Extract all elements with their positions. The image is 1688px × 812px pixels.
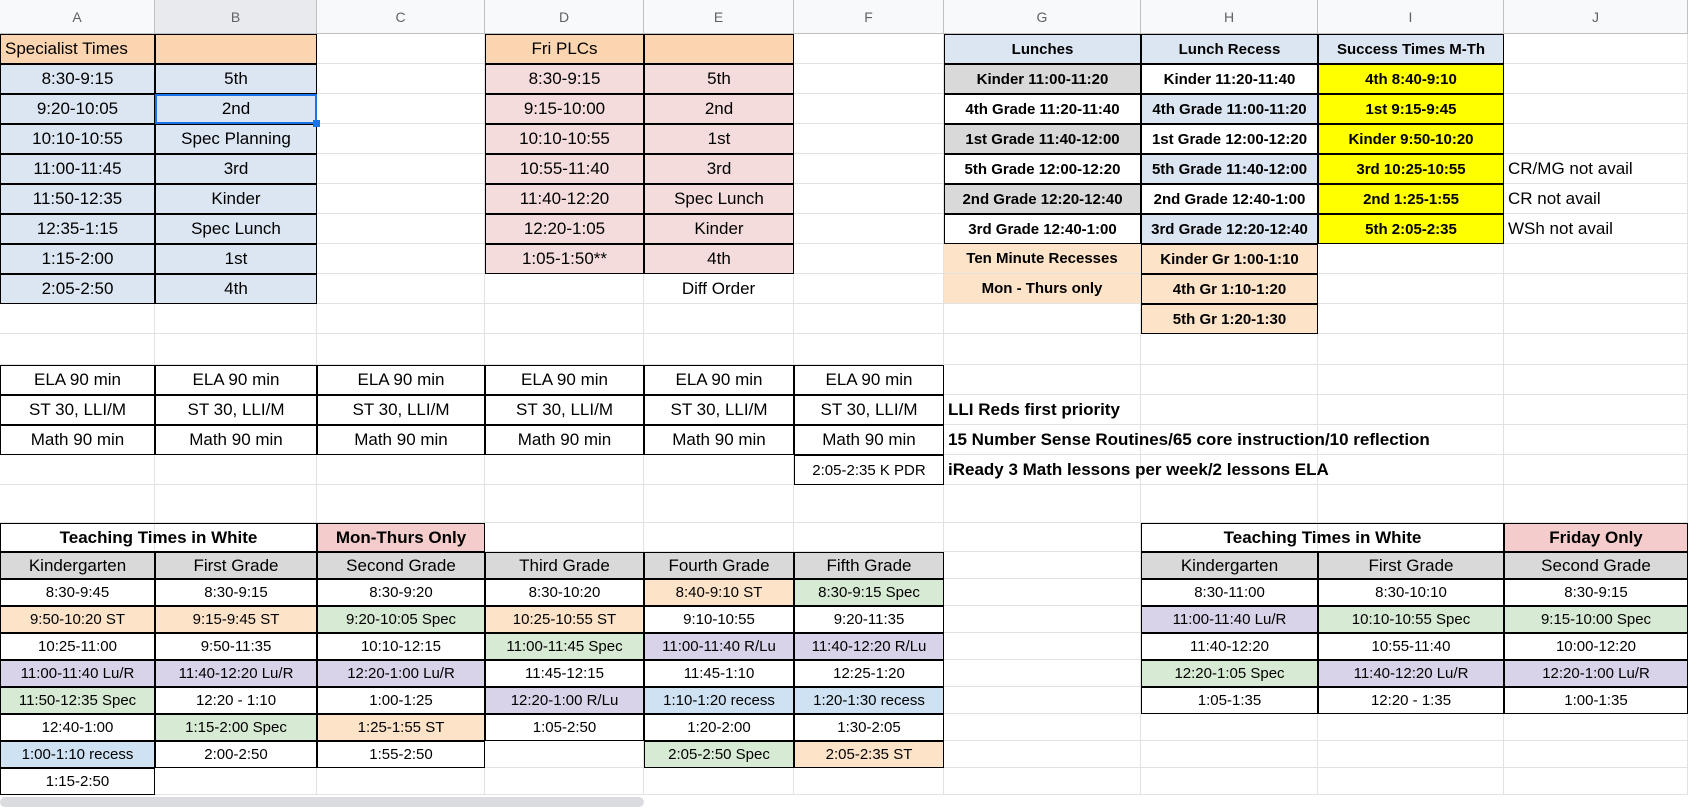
schedule-cell[interactable]: 9:20-11:35 <box>794 606 944 633</box>
empty-cell[interactable] <box>944 768 1141 795</box>
plc-time[interactable]: 10:55-11:40 <box>485 154 644 184</box>
empty-cell[interactable] <box>485 741 644 768</box>
empty-cell[interactable] <box>1318 334 1504 365</box>
lunch-slot[interactable]: 3rd Grade 12:40-1:00 <box>944 214 1141 244</box>
mon-thurs-tag[interactable]: Mon-Thurs Only <box>317 523 485 552</box>
empty-cell[interactable] <box>644 455 794 485</box>
empty-cell[interactable] <box>944 579 1141 606</box>
empty-cell[interactable] <box>1141 714 1318 741</box>
empty-cell[interactable] <box>1318 365 1504 395</box>
schedule-cell[interactable]: 2:05-2:50 Spec <box>644 741 794 768</box>
schedule-cell[interactable]: 2:00-2:50 <box>155 741 317 768</box>
schedule-cell[interactable]: 8:30-10:20 <box>485 579 644 606</box>
empty-cell[interactable] <box>1504 244 1688 274</box>
empty-cell[interactable] <box>1141 741 1318 768</box>
grade-header[interactable]: Fourth Grade <box>644 552 794 579</box>
specialist-time[interactable]: 1:15-2:00 <box>0 244 155 274</box>
empty-cell[interactable] <box>155 304 317 334</box>
plc-time[interactable]: 11:40-12:20 <box>485 184 644 214</box>
math-block[interactable]: Math 90 min <box>155 425 317 455</box>
grade-header[interactable]: Fifth Grade <box>794 552 944 579</box>
success-slot[interactable]: 5th 2:05-2:35 <box>1318 214 1504 244</box>
schedule-cell[interactable]: 1:05-2:50 <box>485 714 644 741</box>
empty-cell[interactable] <box>794 304 944 334</box>
math-block[interactable]: Math 90 min <box>0 425 155 455</box>
schedule-cell[interactable]: 1:25-1:55 ST <box>317 714 485 741</box>
specialist-title[interactable]: Specialist Times <box>0 34 155 64</box>
empty-cell[interactable] <box>944 660 1141 687</box>
lunch-recess-title[interactable]: Lunch Recess <box>1141 34 1318 64</box>
schedule-cell[interactable]: 8:30-9:15 Spec <box>794 579 944 606</box>
empty-cell[interactable] <box>1504 124 1688 154</box>
schedule-cell[interactable]: 12:40-1:00 <box>0 714 155 741</box>
plc-grade[interactable]: Kinder <box>644 214 794 244</box>
lunch-recess-slot[interactable]: Kinder Gr 1:00-1:10 <box>1141 244 1318 274</box>
priority-note[interactable]: iReady 3 Math lessons per week/2 lessons ELA <box>944 455 1644 485</box>
friday-tag[interactable]: Friday Only <box>1504 523 1688 552</box>
lunches-title[interactable]: Lunches <box>944 34 1141 64</box>
success-slot[interactable]: 3rd 10:25-10:55 <box>1318 154 1504 184</box>
empty-cell[interactable] <box>644 523 794 552</box>
math-block[interactable]: Math 90 min <box>794 425 944 455</box>
plc-title-blank[interactable] <box>644 34 794 64</box>
ela-block[interactable]: ELA 90 min <box>0 365 155 395</box>
availability-note[interactable]: WSh not avail <box>1504 214 1688 244</box>
empty-cell[interactable] <box>317 184 485 214</box>
grade-header[interactable]: Second Grade <box>317 552 485 579</box>
empty-cell[interactable] <box>794 214 944 244</box>
empty-cell[interactable] <box>485 304 644 334</box>
empty-cell[interactable] <box>644 485 794 523</box>
schedule-cell[interactable]: 1:00-1:25 <box>317 687 485 714</box>
plc-time[interactable]: 10:10-10:55 <box>485 124 644 154</box>
column-header-d[interactable]: D <box>485 0 644 34</box>
empty-cell[interactable] <box>1318 304 1504 334</box>
empty-cell[interactable] <box>794 34 944 64</box>
friday-schedule-cell[interactable]: 11:40-12:20 <box>1141 633 1318 660</box>
specialist-time[interactable]: 12:35-1:15 <box>0 214 155 244</box>
empty-cell[interactable] <box>0 334 155 365</box>
empty-cell[interactable] <box>0 485 155 523</box>
schedule-cell[interactable]: 8:30-9:45 <box>0 579 155 606</box>
empty-cell[interactable] <box>1504 304 1688 334</box>
empty-cell[interactable] <box>944 485 1141 523</box>
empty-cell[interactable] <box>794 334 944 365</box>
friday-schedule-cell[interactable]: 8:30-10:10 <box>1318 579 1504 606</box>
grade-header[interactable]: Third Grade <box>485 552 644 579</box>
grade-header[interactable]: First Grade <box>1318 552 1504 579</box>
empty-cell[interactable] <box>944 304 1141 334</box>
friday-schedule-cell[interactable]: 10:55-11:40 <box>1318 633 1504 660</box>
empty-cell[interactable] <box>1141 334 1318 365</box>
specialist-grade[interactable]: 3rd <box>155 154 317 184</box>
schedule-cell[interactable]: 11:45-1:10 <box>644 660 794 687</box>
column-header-c[interactable]: C <box>317 0 485 34</box>
ela-block[interactable]: ELA 90 min <box>485 365 644 395</box>
empty-cell[interactable] <box>644 334 794 365</box>
empty-cell[interactable] <box>794 154 944 184</box>
plc-grade[interactable]: 3rd <box>644 154 794 184</box>
empty-cell[interactable] <box>944 606 1141 633</box>
teaching-title[interactable]: Teaching Times in White <box>0 523 317 552</box>
column-header-i[interactable]: I <box>1318 0 1504 34</box>
lunch-slot[interactable]: 2nd Grade 12:20-12:40 <box>944 184 1141 214</box>
empty-cell[interactable] <box>1504 94 1688 124</box>
plc-grade[interactable]: 5th <box>644 64 794 94</box>
lunch-recess-slot[interactable]: Kinder 11:20-11:40 <box>1141 64 1318 94</box>
friday-schedule-cell[interactable]: 12:20-1:05 Spec <box>1141 660 1318 687</box>
empty-cell[interactable] <box>1318 244 1504 274</box>
priority-note[interactable]: LLI Reds first priority <box>944 395 1644 425</box>
lunch-recess-slot[interactable]: 2nd Grade 12:40-1:00 <box>1141 184 1318 214</box>
friday-schedule-cell[interactable]: 8:30-11:00 <box>1141 579 1318 606</box>
schedule-cell[interactable]: 11:40-12:20 R/Lu <box>794 633 944 660</box>
empty-cell[interactable] <box>794 768 944 795</box>
empty-cell[interactable] <box>1504 741 1688 768</box>
schedule-cell[interactable]: 8:30-9:20 <box>317 579 485 606</box>
friday-schedule-cell[interactable]: 11:00-11:40 Lu/R <box>1141 606 1318 633</box>
plc-time[interactable]: 8:30-9:15 <box>485 64 644 94</box>
empty-cell[interactable] <box>794 124 944 154</box>
st-block[interactable]: ST 30, LLI/M <box>317 395 485 425</box>
empty-cell[interactable] <box>1141 768 1318 795</box>
empty-cell[interactable] <box>485 334 644 365</box>
empty-cell[interactable] <box>944 523 1141 552</box>
empty-cell[interactable] <box>0 455 155 485</box>
specialist-grade[interactable]: Spec Lunch <box>155 214 317 244</box>
empty-cell[interactable] <box>317 455 485 485</box>
empty-cell[interactable] <box>1504 274 1688 304</box>
empty-cell[interactable] <box>794 94 944 124</box>
availability-note[interactable]: CR not avail <box>1504 184 1688 214</box>
empty-cell[interactable] <box>317 64 485 94</box>
friday-schedule-cell[interactable]: 12:20 - 1:35 <box>1318 687 1504 714</box>
empty-cell[interactable] <box>155 485 317 523</box>
ela-block[interactable]: ELA 90 min <box>644 365 794 395</box>
column-header-g[interactable]: G <box>944 0 1141 34</box>
availability-note[interactable]: CR/MG not avail <box>1504 154 1688 184</box>
empty-cell[interactable] <box>794 274 944 304</box>
lunch-recess-slot[interactable]: 4th Grade 11:00-11:20 <box>1141 94 1318 124</box>
ela-block[interactable]: ELA 90 min <box>794 365 944 395</box>
specialist-time[interactable]: 9:20-10:05 <box>0 94 155 124</box>
schedule-cell[interactable]: 1:20-2:00 <box>644 714 794 741</box>
st-block[interactable]: ST 30, LLI/M <box>644 395 794 425</box>
ela-block[interactable]: ELA 90 min <box>155 365 317 395</box>
ela-block[interactable]: ELA 90 min <box>317 365 485 395</box>
priority-note[interactable]: 15 Number Sense Routines/65 core instruction/10 reflection <box>944 425 1644 455</box>
friday-schedule-cell[interactable]: 1:00-1:35 <box>1504 687 1688 714</box>
friday-schedule-cell[interactable]: 11:40-12:20 Lu/R <box>1318 660 1504 687</box>
specialist-time[interactable]: 10:10-10:55 <box>0 124 155 154</box>
schedule-cell[interactable]: 11:50-12:35 Spec <box>0 687 155 714</box>
empty-cell[interactable] <box>944 687 1141 714</box>
empty-cell[interactable] <box>1318 714 1504 741</box>
empty-cell[interactable] <box>944 365 1141 395</box>
lunch-slot[interactable]: 4th Grade 11:20-11:40 <box>944 94 1141 124</box>
plc-note[interactable]: Diff Order <box>644 274 794 304</box>
empty-cell[interactable] <box>644 304 794 334</box>
schedule-cell[interactable]: 8:30-9:15 <box>155 579 317 606</box>
specialist-grade[interactable]: Kinder <box>155 184 317 214</box>
schedule-cell[interactable]: 11:00-11:45 Spec <box>485 633 644 660</box>
plc-time[interactable]: 9:15-10:00 <box>485 94 644 124</box>
empty-cell[interactable] <box>644 768 794 795</box>
grade-header[interactable]: Kindergarten <box>0 552 155 579</box>
empty-cell[interactable] <box>1504 34 1688 64</box>
empty-cell[interactable] <box>794 485 944 523</box>
schedule-cell[interactable]: 9:10-10:55 <box>644 606 794 633</box>
schedule-cell[interactable]: 12:20-1:00 R/Lu <box>485 687 644 714</box>
empty-cell[interactable] <box>317 334 485 365</box>
schedule-cell[interactable]: 11:45-12:15 <box>485 660 644 687</box>
empty-cell[interactable] <box>155 334 317 365</box>
empty-cell[interactable] <box>1141 485 1318 523</box>
schedule-cell[interactable]: 11:00-11:40 R/Lu <box>644 633 794 660</box>
friday-title[interactable]: Teaching Times in White <box>1141 523 1504 552</box>
schedule-cell[interactable]: 11:00-11:40 Lu/R <box>0 660 155 687</box>
schedule-cell[interactable]: 1:15-2:00 Spec <box>155 714 317 741</box>
column-header-h[interactable]: H <box>1141 0 1318 34</box>
empty-cell[interactable] <box>944 334 1141 365</box>
empty-cell[interactable] <box>1504 485 1688 523</box>
plc-time[interactable]: 1:05-1:50** <box>485 244 644 274</box>
empty-cell[interactable] <box>1504 768 1688 795</box>
empty-cell[interactable] <box>155 768 317 795</box>
column-header-e[interactable]: E <box>644 0 794 34</box>
empty-cell[interactable] <box>485 485 644 523</box>
empty-cell[interactable] <box>485 274 644 304</box>
specialist-time[interactable]: 8:30-9:15 <box>0 64 155 94</box>
empty-cell[interactable] <box>317 304 485 334</box>
empty-cell[interactable] <box>794 64 944 94</box>
empty-cell[interactable] <box>317 768 485 795</box>
empty-cell[interactable] <box>794 244 944 274</box>
lunch-recess-slot[interactable]: 5th Gr 1:20-1:30 <box>1141 304 1318 334</box>
specialist-grade[interactable]: 5th <box>155 64 317 94</box>
schedule-cell[interactable]: 1:15-2:50 <box>0 768 155 795</box>
empty-cell[interactable] <box>944 633 1141 660</box>
empty-cell[interactable] <box>1504 714 1688 741</box>
plc-grade[interactable]: Spec Lunch <box>644 184 794 214</box>
schedule-cell[interactable]: 9:50-11:35 <box>155 633 317 660</box>
success-slot[interactable]: 2nd 1:25-1:55 <box>1318 184 1504 214</box>
schedule-cell[interactable]: 1:30-2:05 <box>794 714 944 741</box>
empty-cell[interactable] <box>944 741 1141 768</box>
recess-label[interactable]: Mon - Thurs only <box>944 274 1141 304</box>
friday-schedule-cell[interactable]: 10:10-10:55 Spec <box>1318 606 1504 633</box>
empty-cell[interactable] <box>317 124 485 154</box>
success-title[interactable]: Success Times M-Th <box>1318 34 1504 64</box>
success-slot[interactable]: 4th 8:40-9:10 <box>1318 64 1504 94</box>
specialist-grade[interactable]: 2nd <box>155 94 317 124</box>
schedule-cell[interactable]: 1:55-2:50 <box>317 741 485 768</box>
specialist-grade[interactable]: 4th <box>155 274 317 304</box>
empty-cell[interactable] <box>317 154 485 184</box>
column-header-f[interactable]: F <box>794 0 944 34</box>
lunch-slot[interactable]: 5th Grade 12:00-12:20 <box>944 154 1141 184</box>
specialist-time[interactable]: 11:50-12:35 <box>0 184 155 214</box>
empty-cell[interactable] <box>317 34 485 64</box>
schedule-cell[interactable]: 12:20 - 1:10 <box>155 687 317 714</box>
schedule-cell[interactable]: 10:25-11:00 <box>0 633 155 660</box>
lunch-recess-slot[interactable]: 5th Grade 11:40-12:00 <box>1141 154 1318 184</box>
horizontal-scrollbar[interactable] <box>0 797 644 807</box>
plc-grade[interactable]: 1st <box>644 124 794 154</box>
friday-schedule-cell[interactable]: 9:15-10:00 Spec <box>1504 606 1688 633</box>
st-block[interactable]: ST 30, LLI/M <box>794 395 944 425</box>
empty-cell[interactable] <box>1504 64 1688 94</box>
empty-cell[interactable] <box>1318 768 1504 795</box>
empty-cell[interactable] <box>317 244 485 274</box>
empty-cell[interactable] <box>794 184 944 214</box>
schedule-cell[interactable]: 9:20-10:05 Spec <box>317 606 485 633</box>
empty-cell[interactable] <box>485 768 644 795</box>
empty-cell[interactable] <box>155 455 317 485</box>
empty-cell[interactable] <box>317 214 485 244</box>
math-block[interactable]: Math 90 min <box>317 425 485 455</box>
friday-schedule-cell[interactable]: 8:30-9:15 <box>1504 579 1688 606</box>
selection-fill-handle[interactable] <box>313 120 320 127</box>
success-slot[interactable]: Kinder 9:50-10:20 <box>1318 124 1504 154</box>
schedule-cell[interactable]: 2:05-2:35 ST <box>794 741 944 768</box>
schedule-cell[interactable]: 1:00-1:10 recess <box>0 741 155 768</box>
schedule-cell[interactable]: 11:40-12:20 Lu/R <box>155 660 317 687</box>
math-block[interactable]: Math 90 min <box>644 425 794 455</box>
plc-grade[interactable]: 4th <box>644 244 794 274</box>
empty-cell[interactable] <box>317 274 485 304</box>
empty-cell[interactable] <box>317 485 485 523</box>
empty-cell[interactable] <box>485 523 644 552</box>
specialist-title-blank[interactable] <box>155 34 317 64</box>
empty-cell[interactable] <box>317 94 485 124</box>
grade-header[interactable]: First Grade <box>155 552 317 579</box>
schedule-cell[interactable]: 8:40-9:10 ST <box>644 579 794 606</box>
pdr-note[interactable]: 2:05-2:35 K PDR <box>794 455 944 485</box>
lunch-recess-slot[interactable]: 3rd Grade 12:20-12:40 <box>1141 214 1318 244</box>
friday-schedule-cell[interactable]: 10:00-12:20 <box>1504 633 1688 660</box>
lunch-recess-slot[interactable]: 1st Grade 12:00-12:20 <box>1141 124 1318 154</box>
empty-cell[interactable] <box>1504 334 1688 365</box>
friday-schedule-cell[interactable]: 1:05-1:35 <box>1141 687 1318 714</box>
column-header-b[interactable]: B <box>155 0 317 34</box>
column-header-j[interactable]: J <box>1504 0 1688 34</box>
st-block[interactable]: ST 30, LLI/M <box>155 395 317 425</box>
grade-header[interactable]: Second Grade <box>1504 552 1688 579</box>
empty-cell[interactable] <box>1504 365 1688 395</box>
schedule-cell[interactable]: 1:20-1:30 recess <box>794 687 944 714</box>
empty-cell[interactable] <box>794 523 944 552</box>
empty-cell[interactable] <box>1318 741 1504 768</box>
schedule-cell[interactable]: 10:10-12:15 <box>317 633 485 660</box>
success-slot[interactable]: 1st 9:15-9:45 <box>1318 94 1504 124</box>
specialist-grade[interactable]: Spec Planning <box>155 124 317 154</box>
specialist-grade[interactable]: 1st <box>155 244 317 274</box>
specialist-time[interactable]: 11:00-11:45 <box>0 154 155 184</box>
schedule-cell[interactable]: 9:15-9:45 ST <box>155 606 317 633</box>
st-block[interactable]: ST 30, LLI/M <box>0 395 155 425</box>
plc-time[interactable]: 12:20-1:05 <box>485 214 644 244</box>
schedule-cell[interactable]: 9:50-10:20 ST <box>0 606 155 633</box>
empty-cell[interactable] <box>944 552 1141 579</box>
grade-header[interactable]: Kindergarten <box>1141 552 1318 579</box>
empty-cell[interactable] <box>1318 274 1504 304</box>
empty-cell[interactable] <box>944 714 1141 741</box>
recess-label[interactable]: Ten Minute Recesses <box>944 244 1141 274</box>
empty-cell[interactable] <box>1318 485 1504 523</box>
lunch-slot[interactable]: 1st Grade 11:40-12:00 <box>944 124 1141 154</box>
empty-cell[interactable] <box>485 455 644 485</box>
empty-cell[interactable] <box>0 304 155 334</box>
schedule-cell[interactable]: 12:25-1:20 <box>794 660 944 687</box>
schedule-cell[interactable]: 12:20-1:00 Lu/R <box>317 660 485 687</box>
lunch-slot[interactable]: Kinder 11:00-11:20 <box>944 64 1141 94</box>
column-header-a[interactable]: A <box>0 0 155 34</box>
empty-cell[interactable] <box>1141 365 1318 395</box>
math-block[interactable]: Math 90 min <box>485 425 644 455</box>
schedule-cell[interactable]: 1:10-1:20 recess <box>644 687 794 714</box>
schedule-cell[interactable]: 10:25-10:55 ST <box>485 606 644 633</box>
specialist-time[interactable]: 2:05-2:50 <box>0 274 155 304</box>
plc-title[interactable]: Fri PLCs <box>485 34 644 64</box>
friday-schedule-cell[interactable]: 12:20-1:00 Lu/R <box>1504 660 1688 687</box>
plc-grade[interactable]: 2nd <box>644 94 794 124</box>
lunch-recess-slot[interactable]: 4th Gr 1:10-1:20 <box>1141 274 1318 304</box>
st-block[interactable]: ST 30, LLI/M <box>485 395 644 425</box>
